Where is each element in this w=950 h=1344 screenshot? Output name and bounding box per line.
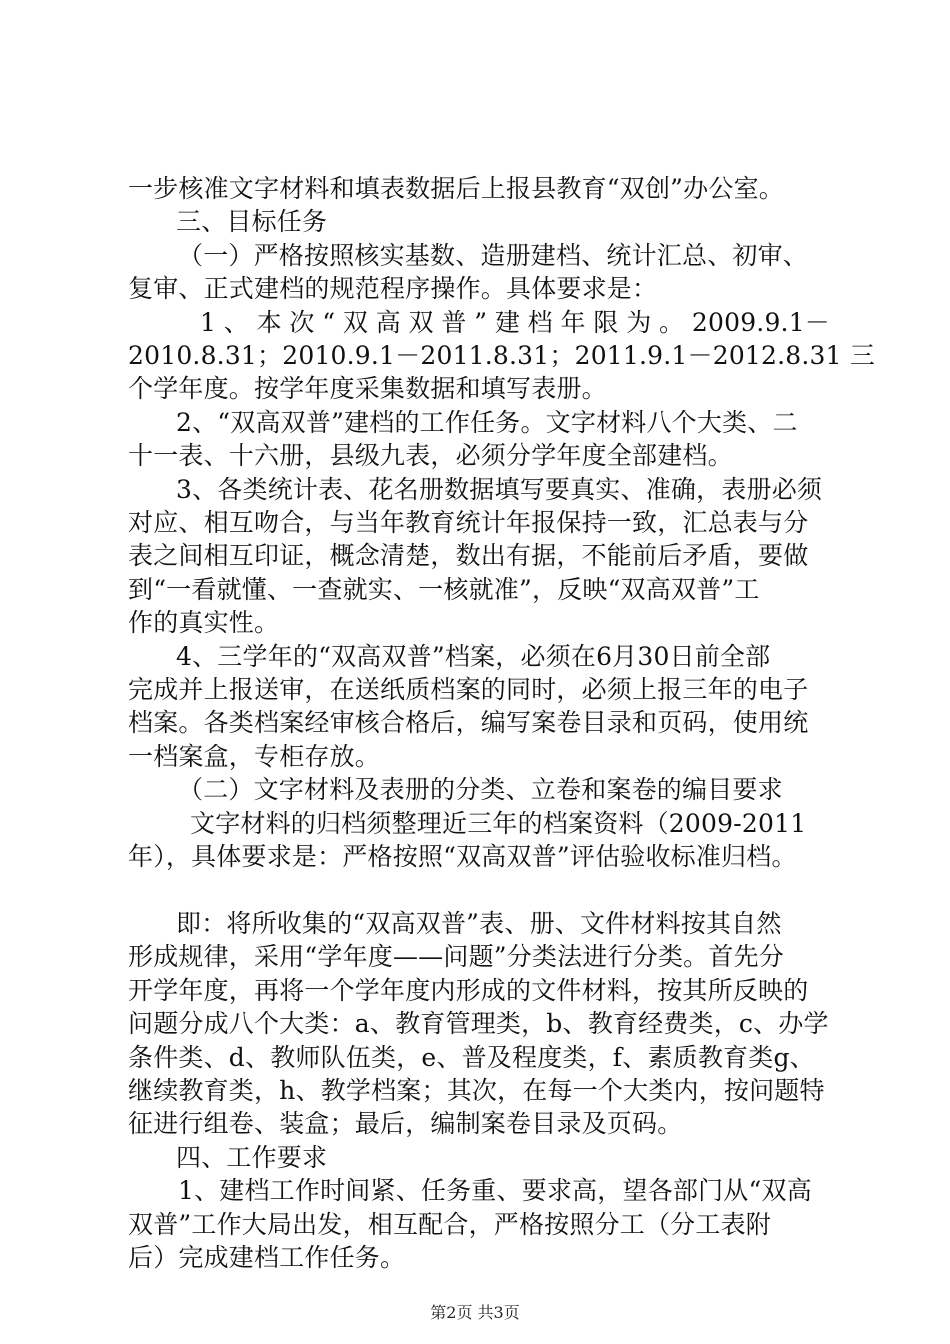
body-text-line: 一步核准文字材料和填表数据后上报县教育“双创”办公室。 [128,174,784,203]
body-text-line: 档案。各类档案经审核合格后，编写案卷目录和页码，使用统 [128,708,809,737]
body-text-line: 一档案盒，专柜存放。 [128,742,381,771]
body-text-line: 作的真实性。 [128,608,280,637]
body-text-line: 年），具体要求是：严格按照“双高双普”评估验收标准归档。 [128,842,797,871]
body-text-line: 表之间相互印证，概念清楚，数出有据，不能前后矛盾，要做 [128,541,809,570]
body-text-line: 十一表、十六册，县级九表，必须分学年度全部建档。 [128,441,733,470]
page-number-footer: 第2页 共3页 [430,1303,520,1322]
body-text-line: 2、“双高双普”建档的工作任务。文字材料八个大类、二 [176,408,798,437]
body-text-line: 条件类、d、教师队伍类，e、普及程度类，f、素质教育类g、 [128,1043,815,1072]
body-text-line: 双普”工作大局出发，相互配合，严格按照分工（分工表附 [128,1210,771,1239]
body-text-line: 即：将所收集的“双高双普”表、册、文件材料按其自然 [176,909,782,938]
subsection-heading: （一）严格按照核实基数、造册建档、统计汇总、初审、 [178,241,809,270]
body-text-line: 继续教育类，h、教学档案；其次，在每一个大类内，按问题特 [128,1076,825,1105]
body-text-line: 复审、正式建档的规范程序操作。具体要求是： [128,274,658,303]
section-heading: 四、工作要求 [176,1143,328,1172]
body-text-line: 4、三学年的“双高双普”档案，必须在6月30日前全部 [176,642,771,671]
body-text-line: 文字材料的归档须整理近三年的档案资料（2009-2011 [190,809,807,838]
body-text-line: 2010.8.31；2010.9.1－2011.8.31；2011.9.1－2012.8.31 三 [128,341,876,370]
body-text-line: 3、各类统计表、花名册数据填写要真实、准确，表册必须 [176,475,823,504]
body-text-line: 征进行组卷、装盒；最后，编制案卷目录及页码。 [128,1109,683,1138]
body-text-line: 对应、相互吻合，与当年教育统计年报保持一致，汇总表与分 [128,508,809,537]
subsection-heading: （二）文字材料及表册的分类、立卷和案卷的编目要求 [178,775,783,804]
body-text-line: 后）完成建档工作任务。 [128,1243,406,1272]
section-heading: 三、目标任务 [176,207,328,236]
body-text-line: 1、本次“双高双普”建档年限为。2009.9.1－ [200,308,830,337]
body-text-line: 形成规律，采用“学年度——问题”分类法进行分类。首先分 [128,942,784,971]
body-text-line: 个学年度。按学年度采集数据和填写表册。 [128,374,607,403]
body-text-line: 到“一看就懂、一查就实、一核就准”，反映“双高双普”工 [128,575,760,604]
body-text-line: 完成并上报送审，在送纸质档案的同时，必须上报三年的电子 [128,675,809,704]
body-text-line: 问题分成八个大类：a、教育管理类，b、教育经费类，c、办学 [128,1009,829,1038]
body-text-line: 1、建档工作时间紧、任务重、要求高，望各部门从“双高 [178,1176,812,1205]
body-text-line: 开学年度，再将一个学年度内形成的文件材料，按其所反映的 [128,976,809,1005]
